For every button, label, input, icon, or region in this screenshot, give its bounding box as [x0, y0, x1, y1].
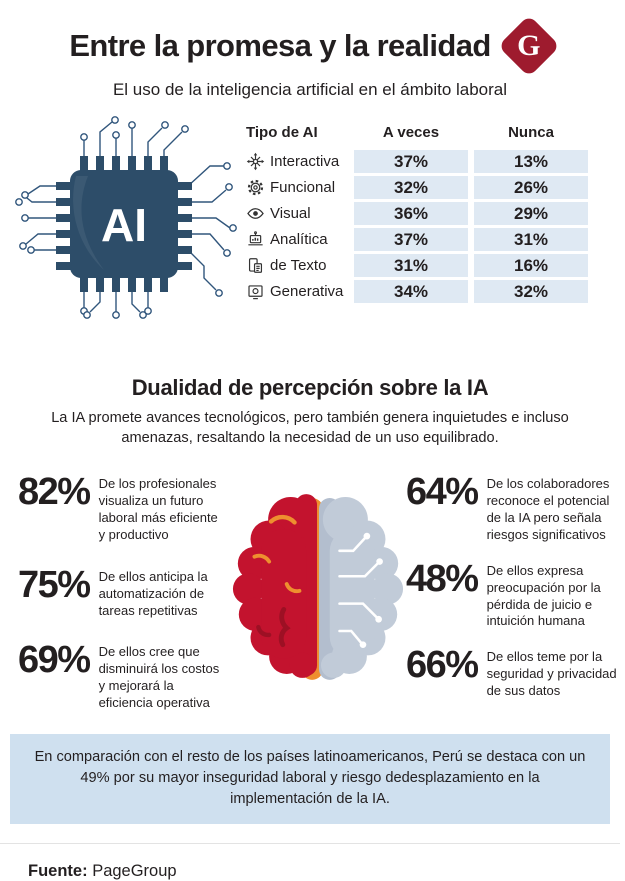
table-row-label: Funcional: [246, 176, 348, 199]
stat-value: 82%: [18, 471, 90, 514]
source-name: PageGroup: [92, 861, 177, 880]
stat-text: De ellos anticipa la automatización de tareas repetitivas: [98, 568, 208, 618]
stat-value: 69%: [18, 639, 90, 682]
brain-icon: [230, 488, 406, 684]
col-header-never: Nunca: [508, 124, 554, 141]
page-subtitle: El uso de la inteligencia artificial en el ámbito laboral: [112, 80, 508, 99]
source-footer: [28, 862, 620, 881]
cell-never: 29%: [474, 202, 588, 225]
duality-section: [0, 375, 620, 448]
ai-chip-icon: [14, 116, 244, 332]
eye-icon: [246, 204, 265, 223]
stats-left-column: [18, 471, 230, 712]
stat-value: 64%: [406, 471, 478, 514]
chip-ai-label: AI: [101, 199, 147, 251]
table-row-label: de Texto: [246, 254, 348, 277]
cell-never: 31%: [474, 228, 588, 251]
source-label: Fuente:: [28, 861, 88, 880]
screen-image-icon: [246, 282, 265, 301]
header: [0, 0, 620, 68]
network-arrows-icon: [246, 152, 265, 171]
stat-value: 66%: [406, 644, 478, 687]
cell-never: 32%: [474, 280, 588, 303]
table-row-label: Generativa: [246, 280, 348, 303]
stat-item: [18, 639, 230, 712]
cell-never: 13%: [474, 150, 588, 173]
logo-letter: G: [517, 29, 541, 62]
peru-note-box: En comparación con el resto de los países latinoamericanos, Perú se destaca con un 49% por su mayor inseguridad laboral y riesgo dedesplazamiento en la implementación de la IA.: [10, 734, 610, 823]
col-header-type: Tipo de AI: [246, 124, 318, 141]
stat-value: 75%: [18, 563, 90, 606]
phone-document-icon: [246, 256, 265, 275]
table-row-label: Interactiva: [246, 150, 348, 173]
cell-sometimes: 34%: [354, 280, 468, 303]
gear-icon: [246, 178, 265, 197]
stat-item: [406, 557, 625, 631]
stat-text: De ellos cree que disminuirá los costos y mejorará la eficiencia operativa: [98, 644, 220, 711]
section-description: La IA promete avances tecnológicos, pero también genera inquietudes e incluso amenazas, resaltando la necesidad de un uso equilibrado.: [51, 410, 569, 447]
stat-text: De ellos teme por la seguridad y privacidad de sus datos: [486, 649, 617, 699]
ai-chip-illustration: [14, 116, 246, 337]
stat-text: De los profesionales visualiza un futuro laboral más eficiente y productivo: [98, 476, 218, 542]
brain-illustration: [230, 474, 406, 712]
stat-item: [18, 563, 230, 620]
table-row-label: Visual: [246, 202, 348, 225]
cell-sometimes: 37%: [354, 228, 468, 251]
cell-never: 16%: [474, 254, 588, 277]
stat-item: [406, 471, 625, 544]
laptop-chart-icon: [246, 230, 265, 249]
stat-item: [406, 644, 625, 700]
cell-sometimes: 31%: [354, 254, 468, 277]
section-title: Dualidad de percepción sobre la IA: [131, 375, 489, 400]
table-row-label: Analítica: [246, 228, 348, 251]
cell-sometimes: 32%: [354, 176, 468, 199]
stat-value: 48%: [406, 557, 478, 600]
ai-usage-table: [246, 124, 600, 337]
hero-section: [0, 116, 620, 337]
stat-text: De ellos expresa preocupación por la pérdida de juicio e intuición humana: [486, 562, 601, 629]
page-title: Entre la promesa y la realidad: [69, 28, 491, 63]
gestion-logo-icon: [498, 15, 560, 77]
stat-item: [18, 471, 230, 544]
cell-sometimes: 36%: [354, 202, 468, 225]
col-header-sometimes: A veces: [382, 124, 440, 141]
divider: [0, 843, 620, 844]
stats-right-column: [406, 471, 625, 712]
cell-never: 26%: [474, 176, 588, 199]
stat-text: De los colaboradores reconoce el potencial de la IA pero señala riesgos significativos: [486, 476, 610, 542]
cell-sometimes: 37%: [354, 150, 468, 173]
perception-section: [0, 471, 620, 712]
